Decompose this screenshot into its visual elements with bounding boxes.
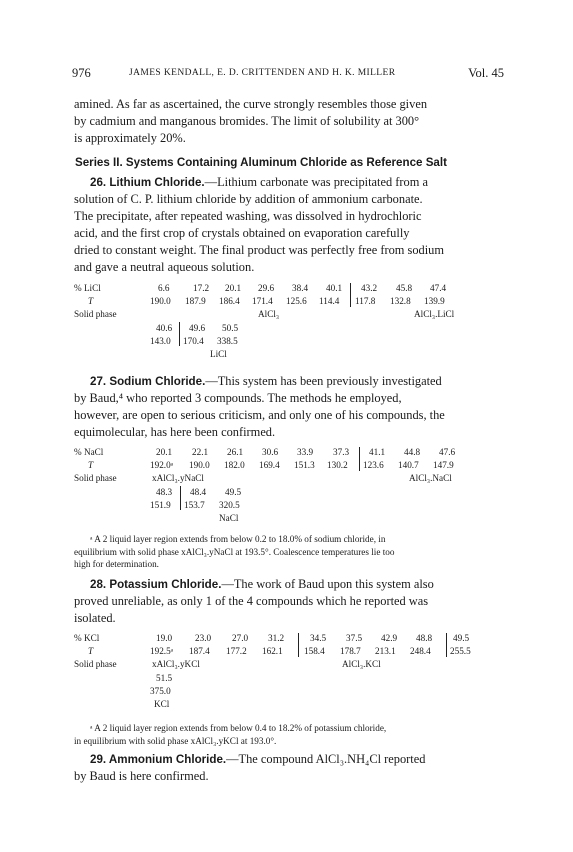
table-cell: 33.9 bbox=[297, 447, 314, 457]
table-cell: 19.0 bbox=[156, 633, 173, 643]
footnote-line: ᵃ A 2 liquid layer region extends from below 0.4 to 18.2% of potassium chloride, bbox=[90, 723, 387, 733]
running-header bbox=[72, 66, 504, 82]
table-cell: 22.1 bbox=[192, 447, 209, 457]
table-cell: 190.0 bbox=[189, 460, 210, 470]
table-cell: 43.2 bbox=[361, 283, 378, 293]
table-cell: 48.4 bbox=[190, 487, 207, 497]
table-cell: 213.1 bbox=[375, 646, 396, 656]
row-label: % NaCl bbox=[74, 447, 104, 457]
row-label: Solid phase bbox=[74, 473, 117, 483]
potassium-chloride-table bbox=[74, 633, 514, 713]
section-title: 28. Potassium Chloride. bbox=[90, 578, 222, 591]
table-cell: 248.4 bbox=[410, 646, 431, 656]
table-cell: 42.9 bbox=[381, 633, 398, 643]
footnote-28 bbox=[74, 722, 504, 747]
table-cell: 320.5 bbox=[219, 500, 240, 510]
row-label: Solid phase bbox=[74, 659, 117, 669]
running-authors: JAMES KENDALL, E. D. CRITTENDEN AND H. K. MILLER bbox=[129, 68, 396, 78]
table-cell: 30.6 bbox=[262, 447, 279, 457]
table-cell: 375.0 bbox=[150, 686, 171, 696]
table-cell: 114.4 bbox=[319, 296, 340, 306]
text-line: and gave a neutral aqueous solution. bbox=[74, 260, 255, 274]
table-cell: 187.9 bbox=[185, 296, 206, 306]
table-cell: 139.9 bbox=[424, 296, 445, 306]
table-cell: 178.7 bbox=[340, 646, 361, 656]
table-cell: 187.4 bbox=[189, 646, 210, 656]
table-cell: 151.9 bbox=[150, 500, 171, 510]
footnote-27 bbox=[74, 533, 504, 571]
solid-phase: xAlCl₃.yNaCl bbox=[152, 473, 204, 483]
table-divider bbox=[350, 283, 351, 307]
table-cell: 44.8 bbox=[404, 447, 421, 457]
text-line: The precipitate, after repeated washing, was dissolved in hydrochloric bbox=[74, 209, 422, 223]
section-28-paragraph bbox=[74, 576, 504, 627]
text-line: is approximately 20%. bbox=[74, 131, 186, 145]
table-cell: 37.5 bbox=[346, 633, 363, 643]
solid-phase: AlCl₃ bbox=[258, 309, 280, 319]
table-cell: 130.2 bbox=[327, 460, 348, 470]
table-cell: 143.0 bbox=[150, 336, 171, 346]
table-divider bbox=[298, 633, 299, 657]
table-cell: 49.5 bbox=[453, 633, 470, 643]
solid-phase: AlCl₃.KCl bbox=[342, 659, 381, 669]
table-cell: 190.0 bbox=[150, 296, 171, 306]
text-line: by Baud,⁴ who reported 3 compounds. The methods he employed, bbox=[74, 391, 402, 405]
text-line: 29. Ammonium Chloride.—The compound AlCl₃.NH₄Cl reported bbox=[90, 752, 426, 766]
table-cell: 37.3 bbox=[333, 447, 350, 457]
text-line: solution of C. P. lithium chloride by addition of ammonium carbonate. bbox=[74, 192, 423, 206]
table-cell: 47.4 bbox=[430, 283, 447, 293]
page-number: 976 bbox=[72, 66, 91, 80]
lithium-chloride-table bbox=[74, 283, 514, 361]
section-title: 26. Lithium Chloride. bbox=[90, 176, 205, 189]
text-line: 26. Lithium Chloride.—Lithium carbonate was precipitated from a bbox=[90, 175, 428, 189]
table-cell: 20.1 bbox=[225, 283, 242, 293]
table-cell: 38.4 bbox=[292, 283, 309, 293]
row-label: % KCl bbox=[74, 633, 100, 643]
table-cell: 27.0 bbox=[232, 633, 249, 643]
row-label: Solid phase bbox=[74, 309, 117, 319]
text-line: 28. Potassium Chloride.—The work of Baud upon this system also bbox=[90, 577, 434, 591]
text-line: dried to constant weight. The final product was perfectly free from sodium bbox=[74, 243, 445, 257]
footnote-line: equilibrium with solid phase xAlCl₃.yNaCl at 193.5°. Coalescence temperatures lie too bbox=[74, 546, 395, 557]
solid-phase: LiCl bbox=[210, 349, 227, 359]
text-line: however, are open to serious criticism, and only one of his compounds, the bbox=[74, 408, 445, 422]
row-label: T bbox=[88, 646, 94, 656]
table-divider bbox=[446, 633, 447, 657]
table-cell: 48.8 bbox=[416, 633, 433, 643]
section-29-paragraph bbox=[74, 751, 504, 785]
table-cell: 45.8 bbox=[396, 283, 413, 293]
text-line: acid, and the first crop of crystals obtained on evaporation carefully bbox=[74, 226, 410, 240]
series-heading: Series II. Systems Containing Aluminum Chloride as Reference Salt bbox=[75, 156, 447, 169]
table-cell: 170.4 bbox=[183, 336, 204, 346]
solid-phase: xAlCl₃.yKCl bbox=[152, 659, 200, 669]
table-cell: 132.8 bbox=[390, 296, 411, 306]
section-26-paragraph bbox=[74, 174, 504, 276]
solid-phase: AlCl₃.NaCl bbox=[409, 473, 452, 483]
table-divider bbox=[179, 322, 180, 346]
table-cell: 162.1 bbox=[262, 646, 283, 656]
table-cell: 147.9 bbox=[433, 460, 454, 470]
footnote-line: high for determination. bbox=[74, 559, 159, 569]
table-divider bbox=[180, 486, 181, 510]
table-cell: 34.5 bbox=[310, 633, 327, 643]
table-cell: 177.2 bbox=[226, 646, 247, 656]
table-cell: 31.2 bbox=[268, 633, 285, 643]
table-cell: 17.2 bbox=[193, 283, 210, 293]
table-cell: 23.0 bbox=[195, 633, 212, 643]
text-line: proved unreliable, as only 1 of the 4 compounds which he reported was bbox=[74, 594, 429, 608]
table-cell: 48.3 bbox=[156, 487, 173, 497]
table-cell: 169.4 bbox=[259, 460, 280, 470]
table-cell: 153.7 bbox=[184, 500, 205, 510]
table-cell: 29.6 bbox=[258, 283, 275, 293]
solid-phase: NaCl bbox=[219, 513, 239, 523]
footnote-line: ᵃ A 2 liquid layer region extends from below 0.2 to 18.0% of sodium chloride, in bbox=[90, 534, 386, 544]
table-cell: 20.1 bbox=[156, 447, 173, 457]
section-title: 27. Sodium Chloride. bbox=[90, 375, 206, 388]
table-cell: 41.1 bbox=[369, 447, 386, 457]
table-cell: 192.5ᵃ bbox=[150, 646, 174, 656]
text-line: amined. As far as ascertained, the curve strongly resembles those given bbox=[74, 97, 428, 111]
table-cell: 40.1 bbox=[326, 283, 343, 293]
table-cell: 40.6 bbox=[156, 323, 173, 333]
table-cell: 6.6 bbox=[158, 283, 170, 293]
table-cell: 255.5 bbox=[450, 646, 471, 656]
sodium-chloride-table bbox=[74, 447, 514, 527]
section-title: 29. Ammonium Chloride. bbox=[90, 753, 227, 766]
table-divider bbox=[359, 447, 360, 471]
text-line: by cadmium and manganous bromides. The limit of solubility at 300° bbox=[74, 114, 420, 128]
table-cell: 158.4 bbox=[304, 646, 325, 656]
text-line: isolated. bbox=[74, 611, 116, 625]
table-cell: 26.1 bbox=[227, 447, 244, 457]
row-label: % LiCl bbox=[74, 283, 101, 293]
text-line: 27. Sodium Chloride.—This system has been previously investigated bbox=[90, 374, 442, 388]
table-cell: 171.4 bbox=[252, 296, 273, 306]
intro-paragraph bbox=[74, 96, 504, 147]
footnote-line: in equilibrium with solid phase xAlCl₃.yKCl at 193.0°. bbox=[74, 735, 277, 746]
table-cell: 186.4 bbox=[219, 296, 240, 306]
table-cell: 182.0 bbox=[224, 460, 245, 470]
text-line: by Baud is here confirmed. bbox=[74, 769, 209, 783]
row-label: T bbox=[88, 296, 94, 306]
table-cell: 123.6 bbox=[363, 460, 384, 470]
table-cell: 151.3 bbox=[294, 460, 315, 470]
table-cell: 192.0ᵃ bbox=[150, 460, 174, 470]
text-line: equimolecular, has here been confirmed. bbox=[74, 425, 276, 439]
table-cell: 49.6 bbox=[189, 323, 206, 333]
solid-phase: KCl bbox=[154, 699, 170, 709]
solid-phase: AlCl₃.LiCl bbox=[414, 309, 455, 319]
section-27-paragraph bbox=[74, 373, 504, 441]
table-cell: 51.5 bbox=[156, 673, 173, 683]
table-cell: 117.8 bbox=[355, 296, 376, 306]
row-label: T bbox=[88, 460, 94, 470]
table-cell: 47.6 bbox=[439, 447, 456, 457]
table-cell: 125.6 bbox=[286, 296, 307, 306]
table-cell: 50.5 bbox=[222, 323, 239, 333]
table-cell: 140.7 bbox=[398, 460, 419, 470]
volume-label: Vol. 45 bbox=[468, 66, 504, 80]
table-cell: 338.5 bbox=[217, 336, 238, 346]
table-cell: 49.5 bbox=[225, 487, 242, 497]
